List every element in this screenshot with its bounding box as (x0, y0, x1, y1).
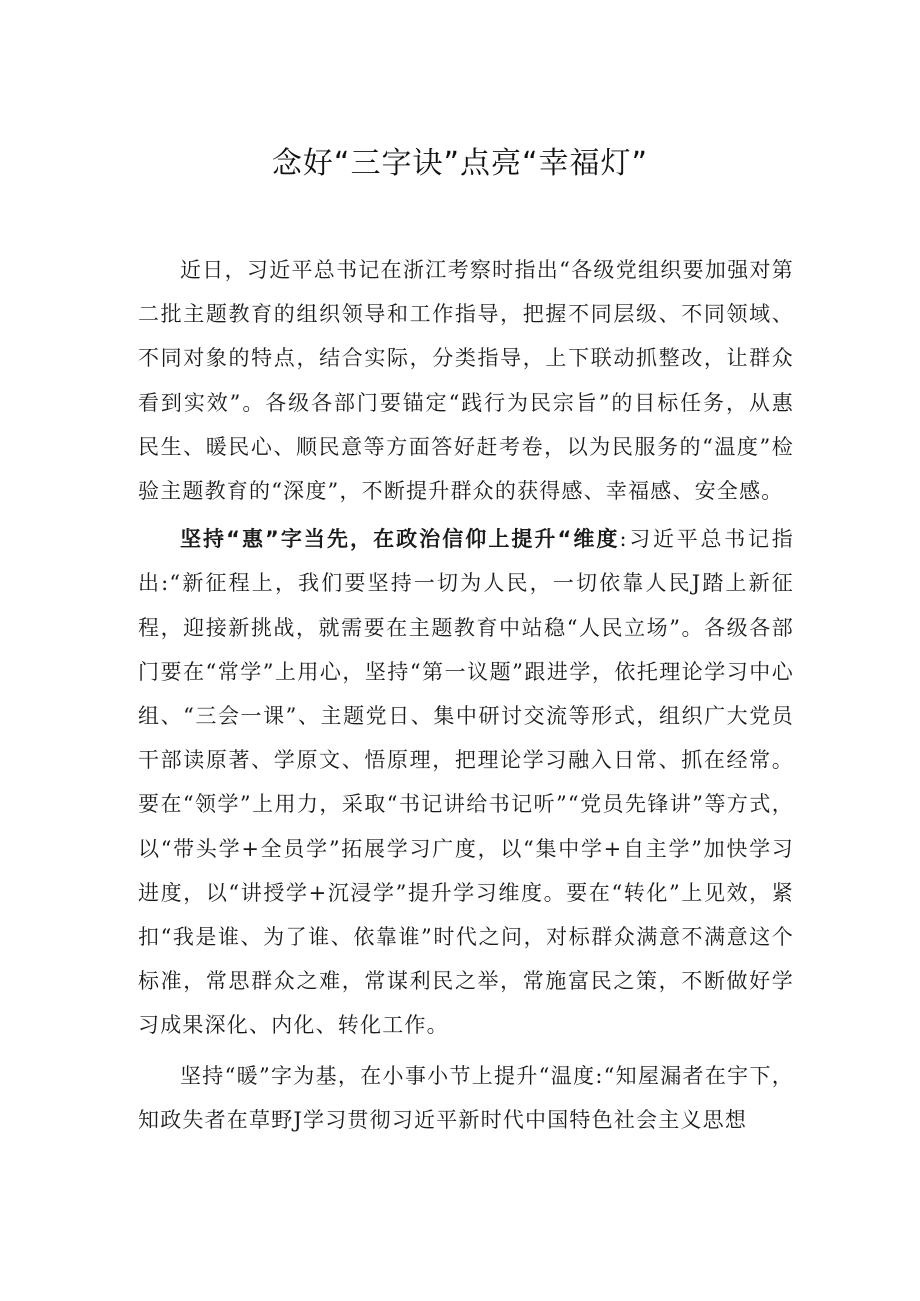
paragraph-nuan (138, 1054, 794, 1142)
paragraph-hui (138, 517, 794, 1047)
paragraph-nuan-text: 坚持“暖”字为基，在小事小节上提升“温度:“知屋漏者在宇下，知政失者在草野J学习贯彻习近平新时代中国特色社会主义思想 (138, 1063, 794, 1132)
paragraph-intro (138, 248, 794, 513)
paragraph-hui-lead: 坚持“惠”字当先，在政治信仰上提升“维度 (180, 527, 620, 552)
paragraph-hui-text: :习近平总书记指出:“新征程上，我们要坚持一切为人民，一切依靠人民J踏上新征程，迎接新挑战，就需要在主题教育中站稳“人民立场”。各级各部门要在“常学”上用心，坚持“第一议题”跟进学，依托理论学习中心组、“三会一课”、主题党日、集中研讨交流等形式，组织广大党员干部读原著、学原文、悟原理，把理论学习融入日常、抓在经常。要在“领学”上用力，采取“书记讲给书记听”“党员先锋讲”等方式，以“带头学+全员学”拓展学习广度，以“集中学+自主学”加快学习进度，以“讲授学+沉浸学”提升学习维度。要在“转化”上见效，紧扣“我是谁、为了谁、依靠谁”时代之问，对标群众满意不满意这个标准，常思群众之难，常谋利民之举，常施富民之策，不断做好学习成果深化、内化、转化工作。 (138, 527, 794, 1038)
paragraph-intro-text: 近日，习近平总书记在浙江考察时指出“各级党组织要加强对第二批主题教育的组织领导和工作指导，把握不同层级、不同领域、不同对象的特点，结合实际，分类指导，上下联动抓整改，让群众看到实效”。各级各部门要锚定“践行为民宗旨”的目标任务，从惠民生、暖民心、顺民意等方面答好赶考卷，以为民服务的“温度”检验主题教育的“深度”，不断提升群众的获得感、幸福感、安全感。 (138, 258, 794, 504)
document-title: 念好“三字诀”点亮“幸福灯” (271, 146, 649, 181)
document-body (138, 248, 794, 1142)
